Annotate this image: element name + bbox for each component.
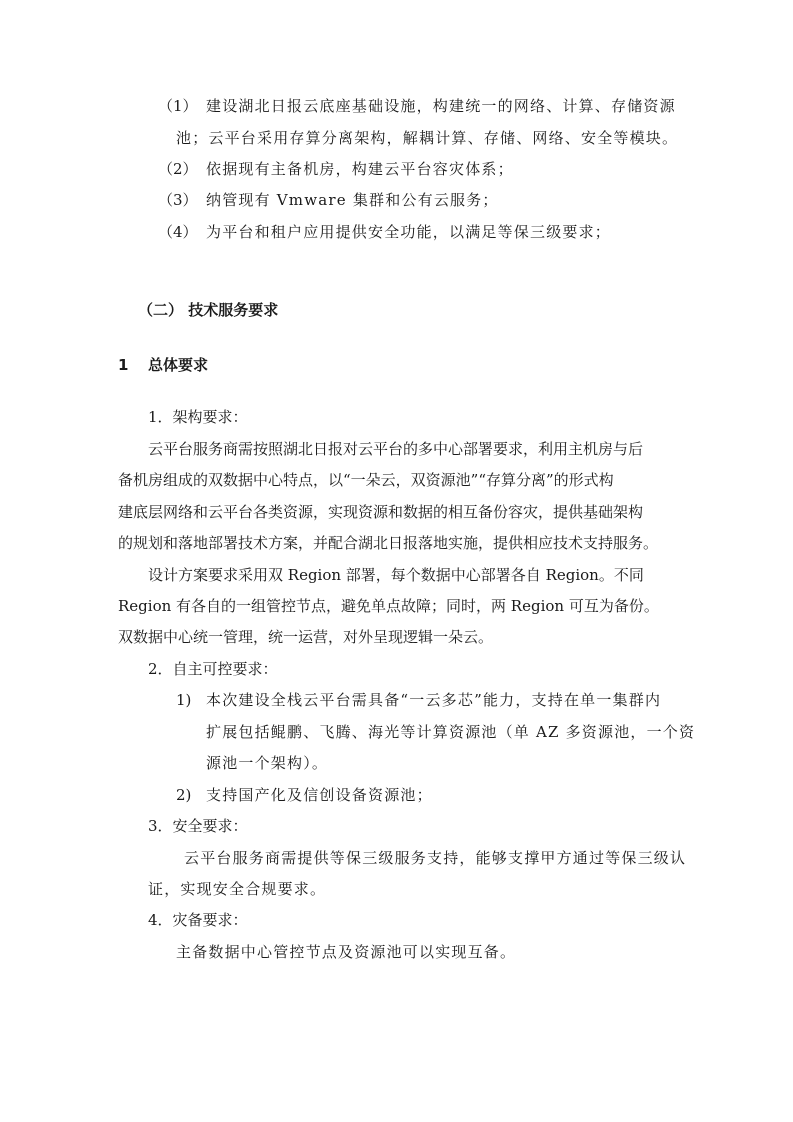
list-item-text: 建设湖北日报云底座基础设施，构建统一的网络、计算、存储资源: [206, 97, 676, 115]
item-title-security: 3．安全要求：: [148, 817, 248, 835]
list-item-text: 为平台和租户应用提供安全功能，以满足等保三级要求；: [206, 223, 612, 241]
sub-item-text: 本次建设全栈云平台需具备“一云多芯”能力，支持在单一集群内: [206, 691, 662, 709]
paragraph-line: 设计方案要求采用双 Region 部署，每个数据中心部署各自 Region。不同: [148, 566, 644, 584]
section-heading: （二） 技术服务要求: [138, 301, 279, 319]
list-number: （2）: [158, 160, 198, 178]
paragraph-line: 证，实现安全合规要求。: [148, 880, 327, 898]
paragraph-line: 云平台服务商需按照湖北日报对云平台的多中心部署要求，利用主机房与后: [148, 440, 644, 458]
paragraph-line: 备机房组成的双数据中心特点，以“一朵云，双资源池”“存算分离”的形式构: [118, 471, 614, 489]
list-number: （3）: [158, 191, 198, 209]
sub-heading-title: 总体要求: [148, 356, 209, 374]
sub-item-text: 扩展包括鲲鹏、飞腾、海光等计算资源池（单 AZ 多资源池，一个资: [206, 723, 696, 741]
item-title-control: 2．自主可控要求：: [148, 660, 278, 678]
sub-heading-number: 1: [118, 356, 129, 374]
paragraph-line: 建底层网络和云平台各类资源，实现资源和数据的相互备份容灾，提供基础架构: [118, 503, 644, 521]
sub-item-text: 支持国产化及信创设备资源池；: [206, 786, 433, 804]
sub-item-text: 源池一个架构）。: [206, 754, 329, 772]
paragraph-line: 主备数据中心管控节点及资源池可以实现互备。: [176, 943, 517, 961]
item-title-architecture: 1．架构要求：: [148, 408, 248, 426]
list-number: （4）: [158, 223, 198, 241]
list-item-text: 依据现有主备机房，构建云平台容灾体系；: [206, 160, 514, 178]
paragraph-line: 的规划和落地部署技术方案，并配合湖北日报落地实施，提供相应技术支持服务。: [118, 534, 659, 552]
item-title-disaster-recovery: 4．灾备要求：: [148, 911, 248, 929]
list-item-continuation: 池；云平台采用存算分离架构，解耦计算、存储、网络、安全等模块。: [176, 129, 679, 147]
paragraph-line: 云平台服务商需提供等保三级服务支持，能够支撑甲方通过等保三级认: [184, 849, 687, 867]
list-item-text: 纳管现有 Vmware 集群和公有云服务；: [206, 191, 499, 209]
paragraph-line: 双数据中心统一管理，统一运营，对外呈现逻辑一朵云。: [118, 628, 494, 646]
paragraph-line: Region 有各自的一组管控节点，避免单点故障；同时，两 Region 可互为备份。: [118, 597, 659, 615]
sub-item-number: 2): [176, 786, 192, 804]
list-number: （1）: [158, 97, 198, 115]
sub-item-number: 1): [176, 691, 192, 709]
